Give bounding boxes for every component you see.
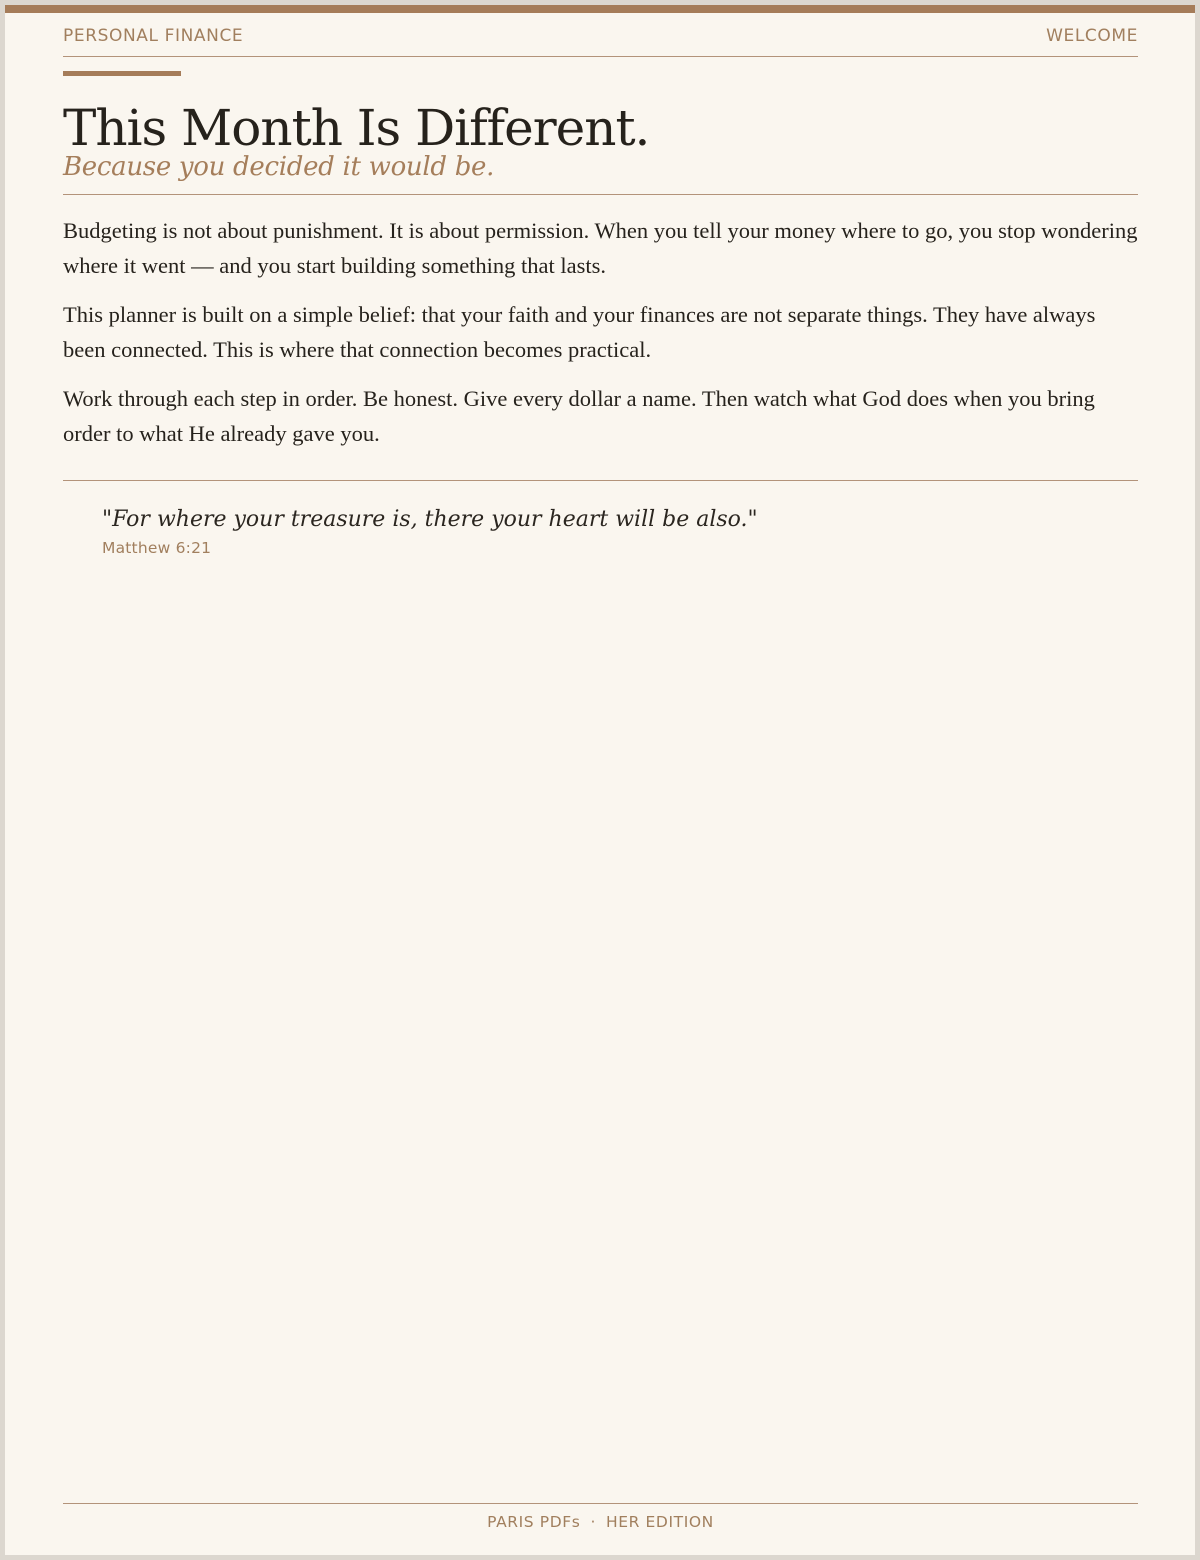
title-accent-rule — [63, 71, 181, 76]
intro-paragraph: Budgeting is not about punishment. It is about permission. When you tell your money where to go, you stop wondering where it went — and you start building something that lasts. — [63, 218, 1138, 278]
quote-text: For where your treasure is, there your heart will be also. — [112, 507, 748, 532]
footer-brand: PARIS PDFs — [487, 1513, 581, 1531]
intro-paragraph: Work through each step in order. Be honest. Give every dollar a name. Then watch what God does when you bring order to what He already gave you. — [63, 386, 1095, 446]
planner-page — [5, 5, 1195, 1555]
divider — [63, 480, 1138, 481]
footer-edition: HER EDITION — [605, 1513, 714, 1531]
footer-divider — [63, 1503, 1138, 1504]
scripture-quote — [102, 505, 758, 535]
quote-close-mark: " — [747, 507, 758, 532]
divider — [63, 194, 1138, 195]
page-footer — [63, 1512, 1138, 1532]
footer-separator: · — [590, 1513, 596, 1531]
intro-body — [63, 213, 1141, 465]
page-title: This Month Is Different. — [63, 99, 650, 157]
quote-open-mark: " — [102, 507, 113, 532]
intro-paragraph: This planner is built on a simple belief: that your faith and your finances are not separate things. They have always been connected. This is where that connection becomes practical. — [63, 302, 1096, 362]
page-label: WELCOME — [1046, 26, 1138, 46]
page-subtitle: Because you decided it would be. — [63, 152, 495, 182]
quote-citation: Matthew 6:21 — [102, 539, 212, 557]
section-label: PERSONAL FINANCE — [63, 26, 244, 46]
top-accent-bar — [5, 5, 1195, 13]
page-header — [63, 24, 1138, 57]
